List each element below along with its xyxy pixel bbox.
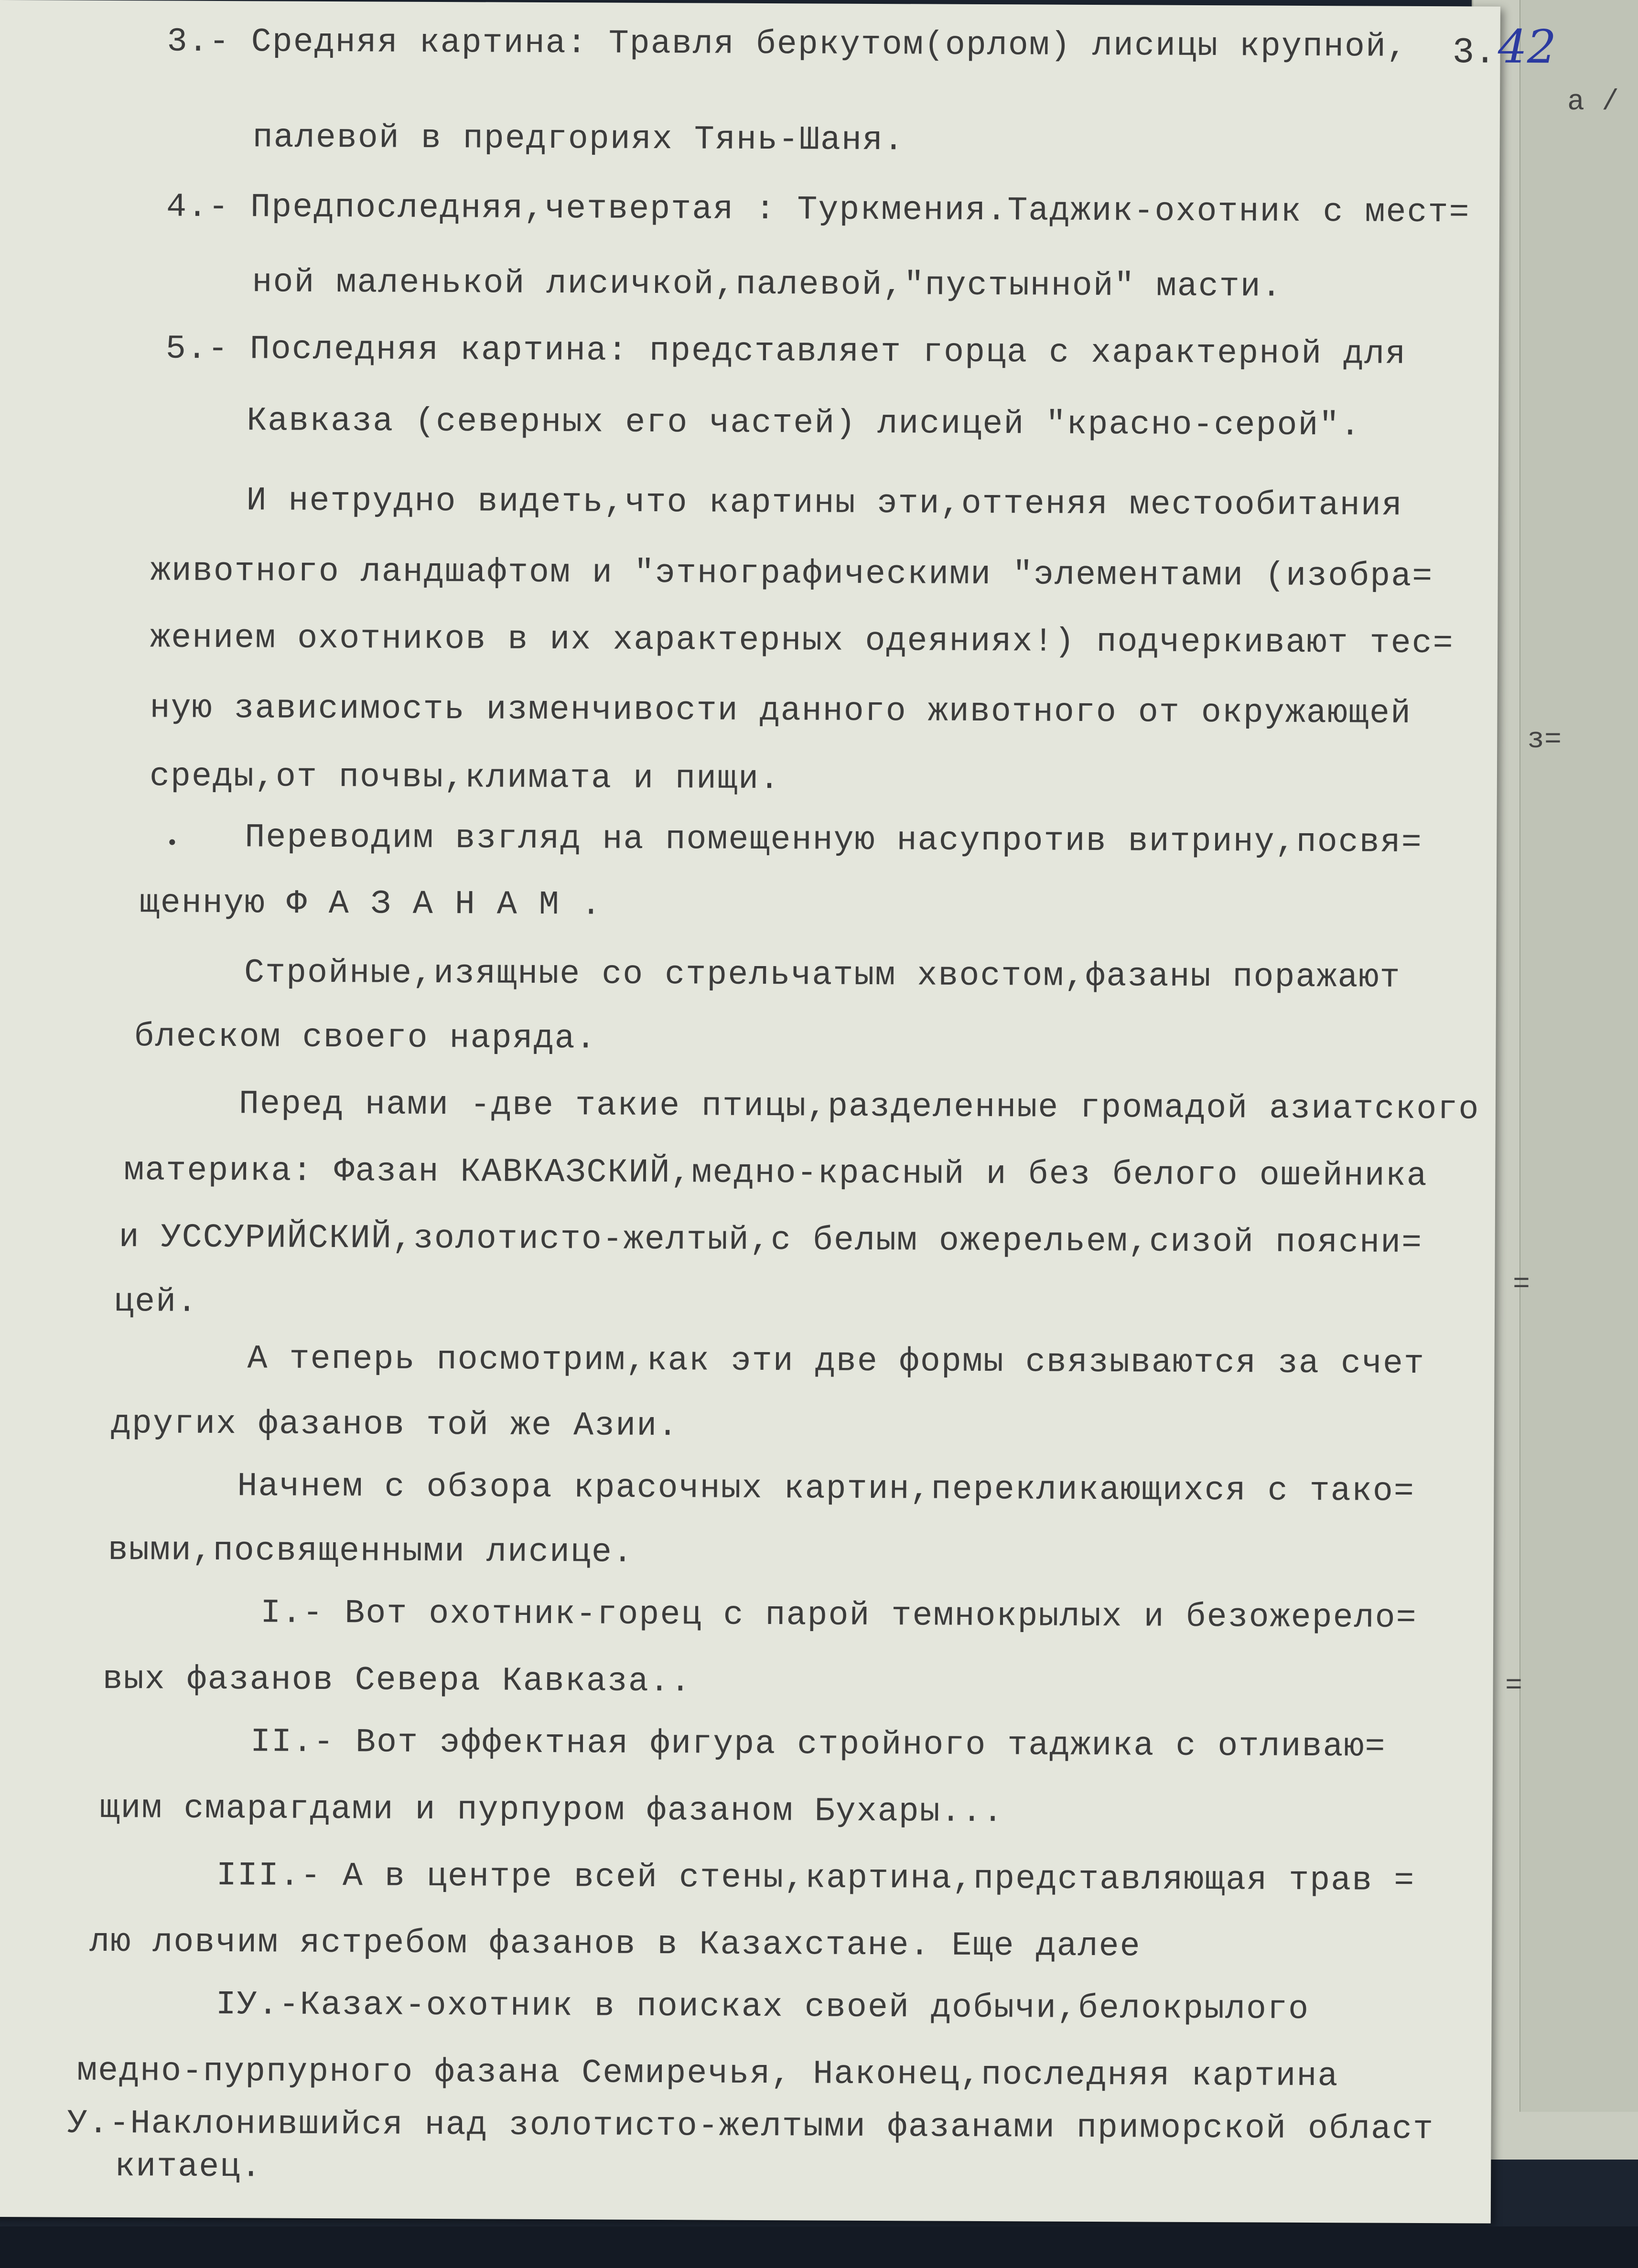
margin-mark: з=: [1527, 724, 1562, 756]
text-line: щенную Ф А З А Н А М .: [139, 884, 603, 924]
text-line: палевой в предгориях Тянь-Шаня.: [252, 119, 905, 160]
text-line: Перед нами -две такие птицы,разделенные громадой азиатского: [238, 1086, 1480, 1129]
text-line: У.-Наклонившийся над золотисто-желтыми фазанами приморской област: [67, 2105, 1434, 2149]
text-line: ной маленькой лисичкой,палевой,"пустынной" масти.: [252, 264, 1282, 306]
text-line: вых фазанов Севера Кавказа..: [102, 1660, 692, 1701]
page-number: [1452, 20, 1556, 74]
text-line: других фазанов той же Азии.: [110, 1405, 679, 1446]
text-line: китаец.: [115, 2148, 262, 2187]
underlying-sheet-2: [1519, 0, 1638, 2112]
text-line: Кавказа (северных его частей) лисицей "красно-серой".: [246, 402, 1361, 445]
text-line: III.- А в центре всей стены,картина,представляющая трав =: [216, 1857, 1415, 1900]
text-line: медно-пурпурного фазана Семиречья, Наконец,последняя картина: [76, 2052, 1339, 2096]
text-line: среды,от почвы,климата и пищи.: [149, 758, 781, 799]
text-line: блеском своего наряда.: [134, 1018, 597, 1058]
text-line: Начнем с обзора красочных картин,перекликающихся с тако=: [237, 1468, 1415, 1511]
page-number-handwritten: 42: [1498, 20, 1557, 74]
text-line: жением охотников в их характерных одеяниях!) подчеркивают тес=: [150, 619, 1454, 663]
text-line: II.- Вот эффектная фигура стройного таджика с отливаю=: [250, 1723, 1386, 1766]
margin-mark: =: [1505, 1670, 1523, 1702]
scan-background-edge: [0, 2226, 1638, 2268]
text-line: Переводим взгляд на помещенную насупротив витрину,посвя=: [245, 819, 1422, 862]
margin-mark: =: [1513, 1268, 1530, 1301]
text-line: выми,посвященными лисице.: [108, 1532, 634, 1572]
text-line: и УССУРИЙСКИЙ,золотисто-желтый,с белым ожерельем,сизой поясни=: [119, 1219, 1423, 1263]
margin-note-top: а /: [1567, 86, 1619, 118]
text-line: щим смарагдами и пурпуром фазаном Бухары...: [99, 1789, 1004, 1832]
text-line: 4.- Предпоследняя,четвертая : Туркмения.Таджик-охотник с мест=: [166, 188, 1470, 232]
text-line: Стройные,изящные со стрельчатым хвостом,фазаны поражают: [244, 954, 1401, 997]
text-line: материка: Фазан КАВКАЗСКИЙ,медно-красный и без белого ошейника: [124, 1152, 1428, 1196]
text-line: А теперь посмотрим,как эти две формы связываются за счет: [247, 1340, 1425, 1384]
text-line: IУ.-Казах-охотник в поисках своей добычи,белокрылого: [216, 1986, 1310, 2029]
page-number-typed: 3.: [1452, 32, 1496, 74]
text-line: лю ловчим ястребом фазанов в Казахстане. Еще далее: [89, 1923, 1141, 1966]
text-line: 5.- Последняя картина: представляет горца с характерной для: [165, 330, 1407, 374]
text-line: цей.: [113, 1283, 198, 1322]
text-line: И нетрудно видеть,что картины эти,оттеняя местообитания: [246, 482, 1403, 525]
bullet-mark: [169, 839, 175, 845]
text-line: I.- Вот охотник-горец с парой темнокрылых и безожерело=: [260, 1594, 1417, 1637]
text-line: 3.- Средняя картина: Травля беркутом(орлом) лисицы крупной,: [167, 23, 1408, 66]
text-line: ную зависимость изменчивости данного животного от окружающей: [150, 689, 1412, 733]
text-line: животного ландшафтом и "этнографическими "элементами (изобра=: [150, 552, 1433, 596]
